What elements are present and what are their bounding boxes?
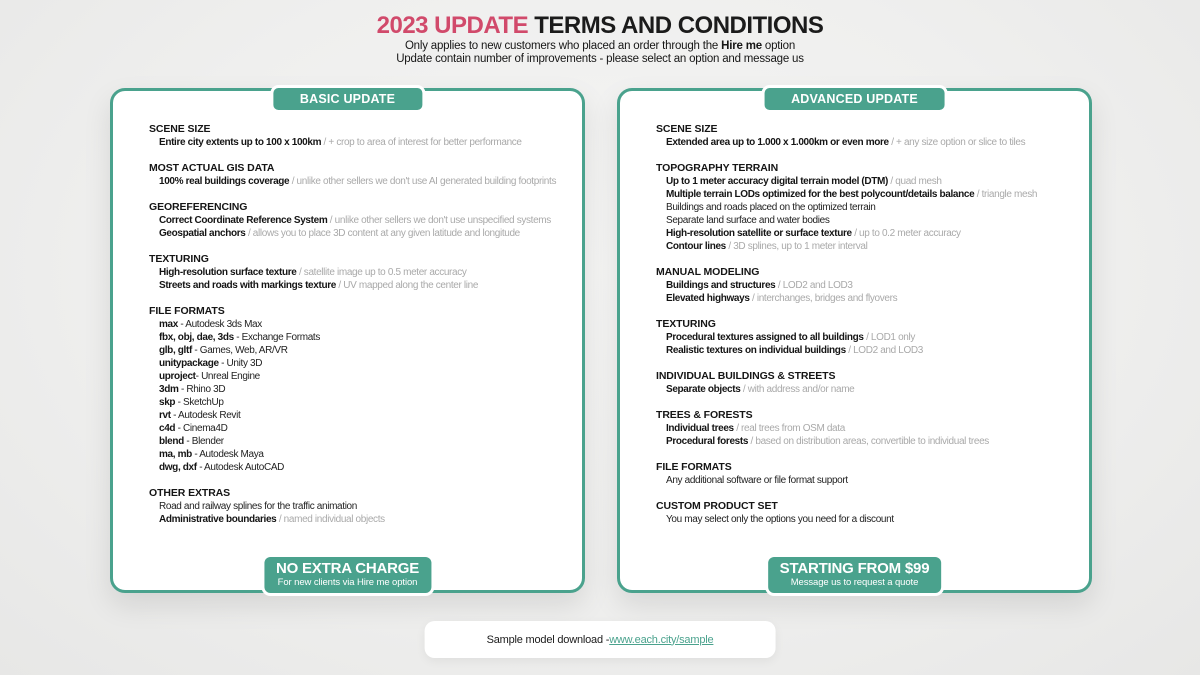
feature-item: glb, gltf - Games, Web, AR/VR [159,345,288,356]
feature-item: Any additional software or file format support [666,475,848,486]
section-heading: INDIVIDUAL BUILDINGS & STREETS [656,370,836,382]
subtitle-1-bold: Hire me [721,40,762,52]
feature-item: High-resolution satellite or surface texture / up to 0.2 meter accuracy [666,228,961,239]
basic-update-price-badge [264,557,431,593]
advanced-update-badge: ADVANCED UPDATE [764,88,945,110]
feature-item: dwg, dxf - Autodesk AutoCAD [159,462,285,473]
subtitle-line-1 [0,40,1200,53]
feature-item: Separate land surface and water bodies [666,215,830,226]
section-scene-size [656,123,1085,149]
page-header [0,12,1200,66]
feature-item: max - Autodesk 3ds Max [159,319,262,330]
feature-item: rvt - Autodesk Revit [159,410,241,421]
feature-item: Road and railway splines for the traffic animation [159,501,357,512]
section-heading: TEXTURING [149,253,209,265]
section-heading: TREES & FORESTS [656,409,753,421]
feature-item: Multiple terrain LODs optimized for the best polycount/details balance / triangle mesh [666,189,1038,200]
sample-download-label: Sample model download - [486,633,610,646]
feature-item: You may select only the options you need for a discount [666,514,894,525]
feature-item: High-resolution surface texture / satellite image up to 0.5 meter accuracy [159,267,467,278]
section-custom-product-set [656,500,1085,526]
section-texturing [656,318,1085,357]
feature-item: Elevated highways / interchanges, bridges and flyovers [666,293,898,304]
price-badge-title: STARTING FROM $99 [779,560,930,577]
basic-update-panel [110,88,585,593]
section-most-actual-gis-data [149,162,578,188]
feature-item: uproject- Unreal Engine [159,371,260,382]
section-heading: TOPOGRAPHY TERRAIN [656,162,779,174]
sample-download-link[interactable]: www.each.city/sample [609,633,714,646]
price-badge-subtitle: Message us to request a quote [790,577,919,588]
feature-item: Up to 1 meter accuracy digital terrain model (DTM) / quad mesh [666,176,942,187]
section-manual-modeling [656,266,1085,305]
section-georeferencing [149,201,578,240]
section-heading: FILE FORMATS [656,461,732,473]
feature-item: Procedural textures assigned to all buildings / LOD1 only [666,332,916,343]
feature-item: c4d - Cinema4D [159,423,228,434]
subtitle-1-post: option [761,40,796,52]
advanced-update-price-badge [768,557,942,593]
feature-item: Individual trees / real trees from OSM data [666,423,845,434]
feature-item: Buildings and roads placed on the optimized terrain [666,202,876,213]
price-badge-title: NO EXTRA CHARGE [275,560,420,577]
feature-item: Entire city extents up to 100 x 100km / + crop to area of interest for better performance [159,137,522,148]
feature-item: 100% real buildings coverage / unlike other sellers we don't use AI generated building footprints [159,176,557,187]
feature-item: 3dm - Rhino 3D [159,384,226,395]
feature-item: fbx, obj, dae, 3ds - Exchange Formats [159,332,320,343]
section-heading: OTHER EXTRAS [149,487,231,499]
feature-item: Buildings and structures / LOD2 and LOD3 [666,280,853,291]
section-heading: SCENE SIZE [656,123,718,135]
section-heading: MOST ACTUAL GIS DATA [149,162,275,174]
advanced-update-panel [617,88,1092,593]
section-file-formats [656,461,1085,487]
feature-item: ma, mb - Autodesk Maya [159,449,264,460]
subtitle-1-pre: Only applies to new customers who placed an order through the [404,40,722,52]
price-badge-subtitle: For new clients via Hire me option [277,577,418,588]
section-other-extras [149,487,578,526]
feature-item: Streets and roads with markings texture / UV mapped along the center line [159,280,479,291]
feature-item: Administrative boundaries / named individual objects [159,514,385,525]
page-title-accent: 2023 UPDATE [376,12,529,39]
section-heading: FILE FORMATS [149,305,225,317]
section-heading: TEXTURING [656,318,716,330]
advanced-update-content [620,123,1089,564]
section-heading: GEOREFERENCING [149,201,248,213]
feature-item: Separate objects / with address and/or name [666,384,855,395]
section-heading: CUSTOM PRODUCT SET [656,500,778,512]
page-title [0,12,1200,40]
feature-item: Contour lines / 3D splines, up to 1 meter interval [666,241,868,252]
section-trees-forests [656,409,1085,448]
feature-item: Realistic textures on individual buildings / LOD2 and LOD3 [666,345,924,356]
feature-item: Procedural forests / based on distribution areas, convertible to individual trees [666,436,989,447]
page-title-main: TERMS AND CONDITIONS [528,12,824,39]
feature-item: skp - SketchUp [159,397,224,408]
basic-update-content [113,123,582,564]
subtitle-line-2: Update contain number of improvements - please select an option and message us [396,53,804,65]
section-individual-buildings-streets [656,370,1085,396]
feature-item: Correct Coordinate Reference System / unlike other sellers we don't use unspecified systems [159,215,551,226]
feature-item: blend - Blender [159,436,224,447]
basic-update-badge: BASIC UPDATE [273,88,422,110]
section-heading: MANUAL MODELING [656,266,760,278]
sample-download-bar [425,621,776,658]
section-file-formats [149,305,578,474]
feature-item: Geospatial anchors / allows you to place 3D content at any given latitude and longitude [159,228,520,239]
section-texturing [149,253,578,292]
feature-item: Extended area up to 1.000 x 1.000km or even more / + any size option or slice to tiles [666,137,1026,148]
section-heading: SCENE SIZE [149,123,211,135]
feature-item: unitypackage - Unity 3D [159,358,263,369]
section-topography-terrain [656,162,1085,253]
section-scene-size [149,123,578,149]
